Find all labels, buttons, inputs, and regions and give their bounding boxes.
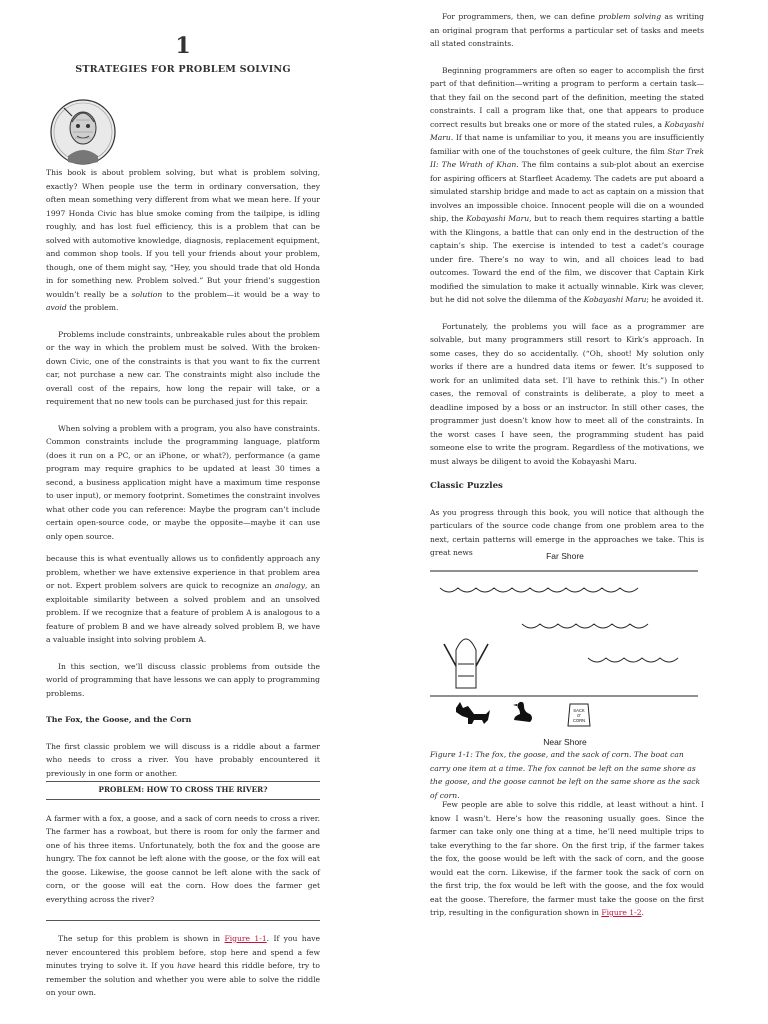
paragraph: For programmers, then, we can define problem solving as writing an original program that performs a particular set of tasks and meets all stated constraints.	[430, 12, 704, 48]
paragraph: As you progress through this book, you will notice that although the particulars of the source code change from one problem area to the next, certain patterns will emerge in the approaches we take. This is great news	[430, 507, 704, 557]
figure-caption: Figure 1-1: The fox, the goose, and the sack of corn. The boat can carry one item at a time. The fox cannot be left on the same shore as the goose, and the goose cannot be left on the same shore as the sack of corn.	[430, 750, 701, 800]
figure-1-1-link[interactable]: Figure 1-1	[224, 934, 267, 943]
goose-icon	[513, 702, 532, 722]
problem-title: PROBLEM: HOW TO CROSS THE RIVER?	[98, 785, 268, 794]
paragraph: The first classic problem we will discuss is a riddle about a farmer who needs to cross a river. You have probably encountered it previously in one form or another.	[46, 741, 320, 778]
paragraph: This book is about problem solving, but what is problem solving, exactly? When people use the term in ordinary conversation, they often mean something very different from what we mean here. If your 1997 Honda Civic has blue smoke coming from the tailpipe, is idling roughly, and has lost fuel efficiency, this is a problem that can be solved with automotive knowledge, diagnosis, replacement equipment, and common shop tools. If you tell your friends about your problem, though, one of them might say, “Hey, you should trade that old Honda in for something new. Problem solved.” But your friend’s suggestion wouldn’t really be a solution to the problem—it would be a way to avoid the problem.	[46, 168, 320, 312]
figure-1-2-link[interactable]: Figure 1-2	[601, 908, 642, 917]
problem-text: A farmer with a fox, a goose, and a sack of corn needs to cross a river. The farmer has a rowboat, but there is room for only the farmer and one of his three items. Unfortunately, both the fox and the goose are hungry. The fox cannot be left alone with the goose, or the fox will eat the goose. Likewise, the goose cannot be left alone with the sack of corn, or the goose will eat the corn. How does the farmer get everything across the river?	[46, 813, 320, 904]
portrait-icon	[46, 98, 120, 166]
sack-label: CORN	[572, 718, 586, 723]
paragraph: When solving a problem with a program, you also have constraints. Common constraints include the programming language, platform (does it run on a PC, or an iPhone, or what?), performance (a game program may require graphics to be updated at least 30 times a second, a business application might have a maximum time response to user input), or memory footprint. Sometimes the constraint involves what other code you can reference: Maybe the program can’t include certain open-source code, or maybe the opposite—maybe it can use only open source.	[46, 423, 320, 541]
figure-river-crossing	[430, 548, 704, 748]
paragraph: The setup for this problem is shown in Figure 1-1. If you have never encountered this problem before, stop here and spend a few minutes trying to solve it. If you have heard this riddle before, try to remember the solution and whether you were able to solve the riddle on your own.	[46, 934, 321, 997]
paragraph: because this is what eventually allows us to confidently approach any problem, whether we have extensive experience in that problem area or not. Expert problem solvers are quick to recognize an analogy, an exploitable similarity between a solved problem and an unsolved problem. If we recognize that a feature of problem A is analogous to a feature of problem B and we have already solved problem B, we have a valuable insight into solving problem A.	[46, 554, 320, 644]
sack-label: O'	[576, 713, 582, 718]
paragraph: In this section, we’ll discuss classic problems from outside the world of programming that have lessons we can apply to programming problems.	[46, 661, 320, 698]
left-column-top	[46, 166, 320, 543]
wave	[522, 624, 648, 628]
left-column-bottom	[46, 552, 320, 780]
right-column-top	[430, 10, 704, 560]
paragraph: Problems include constraints, unbreakable rules about the problem or the way in which the problem must be solved. With the broken-down Civic, one of the constraints is that you want to fix the current car, not purchase a new car. The constraints might also include the overall cost of the repairs, how long the repair will take, or a requirement that no new tools can be purchased just for this repair.	[46, 329, 320, 406]
paragraph: Few people are able to solve this riddle, at least without a hint. I know I wasn’t. Here’s how the reasoning usually goes. Since the farmer can take only one thing at a time, he’ll need multiple trips to take everything to the far shore. On the first trip, if the farmer takes the fox, the goose would be left with the sack of corn, and the goose would eat the corn. Likewise, if the farmer took the sack of corn on the first trip, the fox would be left with the goose, and the fox would eat the goose. Therefore, the farmer must take the goose on the first trip, resulting in the configuration shown in Figure 1-2.	[430, 800, 704, 917]
right-column-bottom	[430, 798, 704, 920]
left-column-end	[46, 932, 320, 1000]
wave	[588, 658, 678, 662]
section-heading: Classic Puzzles	[430, 481, 503, 491]
sack-label: SACK	[573, 708, 585, 713]
chapter-title: STRATEGIES FOR PROBLEM SOLVING	[75, 64, 291, 75]
paragraph: Fortunately, the problems you will face as a programmer are solvable, but many programmers still resort to Kirk’s approach. In some cases, they do so accidentally. (“Oh, shoot! My solution only works if there are a hundred data items or fewer. It’s supposed to work for an unlimited data set. I’ll have to rethink this.”) In other cases, the removal of constraints is deliberate, a ploy to meet a deadline imposed by a boss or an instructor. In still other cases, the programmer just doesn’t know how to meet all of the constraints. In the worst cases I have seen, the programming student has paid someone else to write the program. Regardless of the motivations, we must always be diligent to avoid the Kobayashi Maru.	[430, 321, 704, 466]
wave	[440, 588, 638, 592]
near-shore-label: Near Shore	[543, 737, 587, 747]
section-heading: The Fox, the Goose, and the Corn	[46, 715, 192, 724]
paragraph: Beginning programmers are often so eager to accomplish the first part of that definition—writing a program to perform a certain task—that they fail on the second part of the definition, meeting the stated constraints. I call a program like that, one that appears to produce correct results but breaks one or more of the stated rules, a Kobayashi Maru. If that name is unfamiliar to you, it means you are insufficiently familiar with one of the touchstones of geek culture, the film Star Trek II: The Wrath of Khan. The film contains a sub-plot about an exercise for aspiring officers at Starfleet Academy. The cadets are put aboard a simulated starship bridge and made to act as captain on a mission that involves an impossible choice. Innocent people will die on a wounded ship, the Kobayashi Maru, but to reach them requires starting a battle with the Klingons, a battle that can only end in the destruction of the captain’s ship. The exercise is intended to test a cadet’s courage under fire. There’s no way to win, and all choices lead to bad outcomes. Toward the end of the film, we discover that Captain Kirk modified the simulation to make it actually winnable. Kirk was clever, but he did not solve the dilemma of the Kobayashi Maru; he avoided it.	[430, 65, 705, 304]
problem-box	[46, 781, 320, 921]
sack-of-corn-icon	[568, 704, 590, 726]
rowboat-icon	[444, 639, 488, 688]
far-shore-label: Far Shore	[546, 551, 584, 561]
chapter-number: 1	[175, 33, 191, 59]
fox-icon	[456, 702, 490, 724]
